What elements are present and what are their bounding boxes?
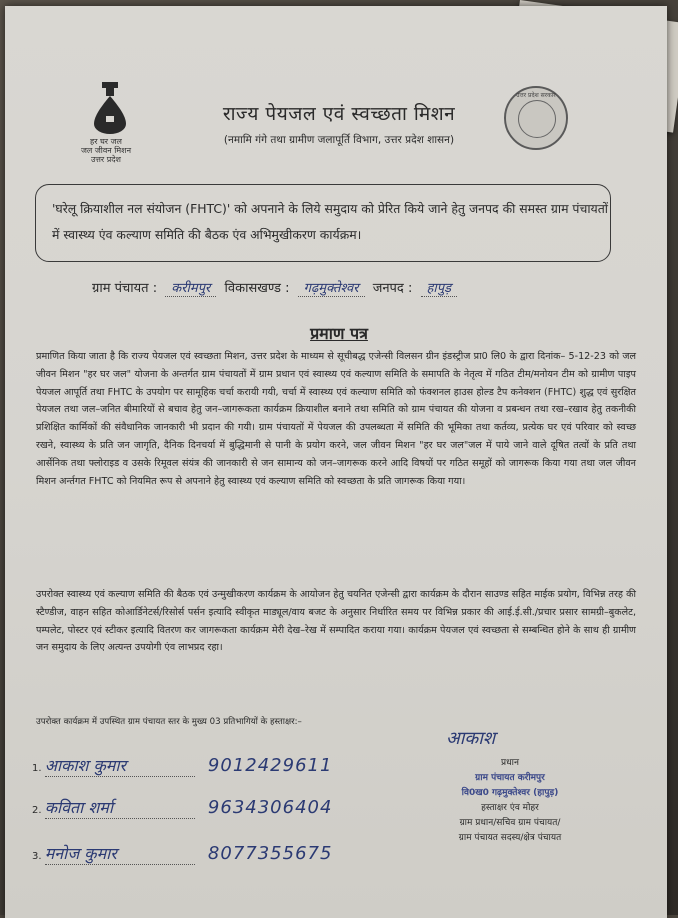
- participant-phone: 9012429611: [207, 755, 333, 776]
- participant-signature-row: [32, 796, 332, 819]
- certificate-paragraph-1: प्रमाणित किया जाता है कि राज्य पेयजल एवं स्वच्छता मिशन, उत्तर प्रदेश के माध्यम से सूचीबद्ध एजेन्सी विलसन ग्रीन इंडस्ट्रीज प्रा0 लि0 के द्वारा दिनांक– 5-12-23 को जल जीवन मिशन "हर घर जल" योजना के अन्तर्गत ग्राम पंचायतों में ग्राम प्रधान एवं स्वास्थ्य एवं कल्याण समिति के समापति के नेतृत्व में गठित टीम/मनोयन टीम को ग्रामीण पाइप पेयजल आपूर्ति तथा FHTC के उपयोग पर सामूहिक चर्चा करायी गयी, चर्चा में स्वास्थ्य एवं कल्याण समिति को फंक्शनल हाउस होल्ड टैप कनेक्शन (FHTC) शुद्ध एवं सुरक्षित पेयजल तथा जल–जनित बीमारियों से बचाव हेतु जन–जागरूकता कार्यक्रम क्रियाशील बनाने तथा समिति को ग्राम पंचायत की योजना व प्रबन्धन तथा रख–रखाव हेतु तकनीकी प्रशिक्षित कार्मिकों की संवैधानिक जानकारी भी प्रदान की गयी। ग्राम पंचायतों में पेयजल की उपलब्धता में समिति की भूमिका तथा कर्तव्य, प्रत्येक घर एवं परिवार को स्वच्छ रखने, स्वास्थ्य के प्रति जन जागृति, दैनिक दिनचर्या में बुद्धिमानी से पानी के प्रयोग करने, जल जीवन मिशन "हर घर जल"जल में पाये जाने वाले दूषित तत्वों के प्रति तथा आर्सेनिक तथा फ्लोराइड व उसके रिमूवल संयंत्र की जानकारी से जन सामान्य को जन–जागरूक करने आदि विषयों पर गठित समूहों को जागरूक किया गया तथा जल जीवन मिशन अर्न्तगत FHTC को नियमित रूप से अपनाने हेतु स्वास्थ्य एवं कल्याण समिति को स्वच्छता के प्रति जागरूक किया गया।: [36, 351, 636, 487]
- stamp-line-4: हस्ताक्षर एंव मोहर: [481, 803, 539, 813]
- participant-name: मनोज कुमार: [45, 842, 195, 865]
- participant-phone: 9634306404: [207, 797, 333, 818]
- logo-line-2: जल जीवन मिशन: [80, 146, 132, 155]
- janpad-value: हापुड़: [421, 278, 458, 297]
- logo-line-1: हर घर जल: [90, 137, 122, 146]
- gram-panchayat-label: ग्राम पंचायत :: [92, 281, 158, 296]
- stamp-line-2: ग्राम पंचायत करीमपुर: [475, 773, 545, 783]
- participant-signature-row: [32, 754, 332, 777]
- participant-phone: 8077355675: [207, 843, 333, 864]
- gram-panchayat-value: करीमपुर: [165, 278, 216, 297]
- certificate-paragraph-2: उपरोक्त स्वास्थ्य एवं कल्याण समिति की बैठक एवं उन्मुखीकरण कार्यक्रम के आयोजन हेतु चयनित एजेन्सी द्वारा कार्यक्रम के दौरान साउण्ड सहित माईक प्रयोग, विभिन्न तरह की स्टैण्डीज, वाहन सहित कोआर्डिनेटर्स/रिसोर्स पर्सन इत्यादि स्वीकृत माड्यूल/वाय बजट के अनुसार निर्धारित समय पर विभिन्न प्रकार की आई.ई.सी./प्रचार प्रसार सामग्री–बुकलेट, पम्पलेट, पोस्टर एवं स्टीकर इत्यादि वितरण कर जागरूकता कार्यक्रम मेरी देख–रेख में सम्पादित कराया गया। कार्यक्रम पेयजल एवं स्वच्छता से सम्बन्धित होने के साथ ही ग्रामीण जन समुदाय के लिए अत्यन्त उपयोगी एंव लाभप्रद रहा।: [36, 589, 636, 654]
- participant-name: कविता शर्मा: [45, 796, 195, 819]
- certificate-title: प्रमाण पत्र: [310, 324, 368, 343]
- page-title: राज्य पेयजल एवं स्वच्छता मिशन: [222, 103, 456, 125]
- stamp-line-6: ग्राम पंचायत सदस्य/क्षेत्र पंचायत: [458, 833, 562, 843]
- vikaskhand-value: गढ़मुक्तेश्वर: [298, 278, 365, 297]
- participant-number: 2.: [32, 805, 42, 816]
- participant-name: आकाश कुमार: [45, 754, 195, 777]
- signatures-intro: उपरोक्त कार्यक्रम में उपस्थित ग्राम पंचायत स्तर के मुख्य 03 प्रतिभागियों के हस्ताक्षर:–: [36, 717, 302, 727]
- pradhan-stamp: [410, 756, 610, 846]
- pradhan-signature: आकाश: [446, 728, 496, 749]
- program-banner-text: 'घरेलू क्रियाशील नल संयोजन (FHTC)' को अपनाने के लिये समुदाय को प्रेरित किये जाने हेतु जनपद की समस्त ग्राम पंचायतों में स्वास्थ्य एंव कल्याण समिति की बैठक एंव अभिमुखीकरण कार्यक्रम।: [52, 201, 608, 242]
- participant-number: 1.: [32, 763, 42, 774]
- vikaskhand-label: विकासखण्ड :: [224, 281, 290, 296]
- participant-number: 3.: [32, 851, 42, 862]
- page-subtitle: (नमामि गंगे तथा ग्रामीण जलापूर्ति विभाग, उत्तर प्रदेश शासन): [223, 134, 455, 146]
- location-fields: [92, 278, 461, 297]
- stamp-line-1: प्रधान: [501, 758, 519, 768]
- seal-text: उत्तर प्रदेश सरकार: [516, 92, 556, 99]
- logo-line-3: उत्तर प्रदेश: [91, 155, 121, 164]
- janpad-label: जनपद :: [372, 281, 413, 296]
- stamp-line-3: वि0ख0 गढ़मुक्तेश्वर (हापुड़): [461, 788, 559, 798]
- participant-signature-row: [32, 842, 332, 865]
- stamp-line-5: ग्राम प्रधान/सचिव ग्राम पंचायत/: [459, 818, 561, 828]
